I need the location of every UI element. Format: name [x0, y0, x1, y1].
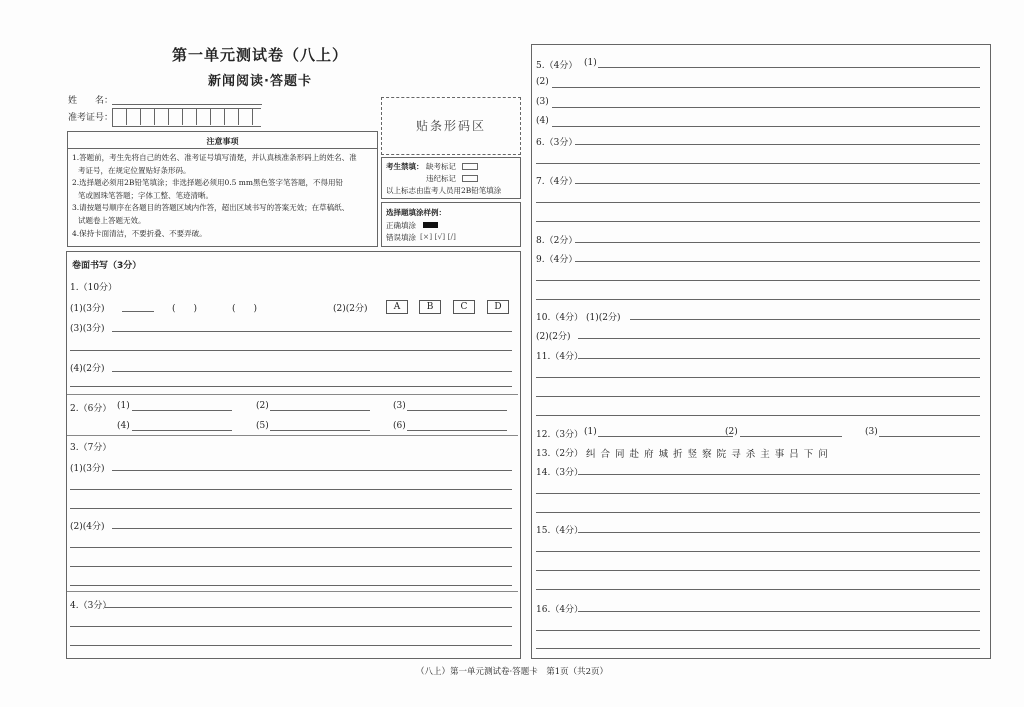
answer-line[interactable] [70, 566, 512, 567]
q5-sub: (2) [536, 77, 549, 87]
notes-item: 3.请按题号顺序在各题目的答题区域内作答，超出区域书写的答案无效；在草稿纸、 [72, 203, 350, 213]
answer-line[interactable] [536, 280, 980, 281]
q11-label: 11.（4分） [536, 352, 584, 362]
q6-label: 6.（3分） [536, 138, 578, 148]
answer-line[interactable] [536, 221, 980, 222]
answer-line[interactable] [70, 547, 512, 548]
q12-blank[interactable] [879, 436, 980, 437]
answer-line[interactable] [536, 589, 980, 590]
absent-mark[interactable] [462, 163, 478, 170]
q12-blank[interactable] [740, 436, 842, 437]
answer-line[interactable] [536, 570, 980, 571]
q1-paren2: ( ) [232, 304, 258, 314]
q4-label: 4.（3分） [70, 601, 112, 611]
q1-label: 1.（10分） [70, 283, 118, 293]
answer-line[interactable] [536, 202, 980, 203]
q3-label: 3.（7分） [70, 443, 112, 453]
name-field[interactable] [112, 104, 262, 105]
answer-line[interactable] [578, 474, 980, 475]
forbidden-box [381, 157, 521, 199]
notes-box [67, 131, 378, 247]
q10-sub2: (2)(2分) [536, 332, 571, 342]
answer-line[interactable] [112, 470, 512, 471]
q14-label: 14.（3分） [536, 468, 584, 478]
answer-line[interactable] [536, 163, 980, 164]
q12-blank[interactable] [598, 436, 733, 437]
option-b[interactable]: B [419, 300, 441, 314]
notes-item: 4.保持卡面清洁，不要折叠、不要弄破。 [72, 228, 207, 238]
option-d[interactable]: D [487, 300, 509, 314]
answer-line[interactable] [630, 319, 980, 320]
q3-sub1: (1)(3分) [70, 464, 105, 474]
q2-blank[interactable] [407, 410, 507, 411]
q2-blank-label: (5) [256, 421, 269, 431]
q1-blank[interactable] [122, 311, 154, 312]
correct-fill-sample [423, 222, 438, 228]
section-handwriting: 卷面书写（3分） [72, 261, 142, 271]
answer-line[interactable] [575, 261, 980, 262]
q12-blank-label: (3) [865, 427, 878, 437]
answer-line[interactable] [70, 350, 512, 351]
forbidden-note: 以上标志由监考人员用2B铅笔填涂 [386, 186, 502, 195]
q9-label: 9.（4分） [536, 255, 578, 265]
q13-chars: 纠 合 同 赴 府 城 折 竖 察 院 寻 杀 主 事 吕 下 问 [586, 449, 829, 460]
answer-line[interactable] [112, 528, 512, 529]
wrong-label: 错误填涂 [386, 233, 416, 242]
answer-line[interactable] [575, 144, 980, 145]
answer-line[interactable] [575, 183, 980, 184]
q12-blank-label: (1) [584, 427, 597, 437]
answer-line[interactable] [105, 607, 512, 608]
violation-label: 违纪标记 [426, 174, 456, 183]
notes-item: 考证号，在规定位置贴好条形码。 [78, 165, 191, 175]
divider [67, 591, 518, 592]
page-subtitle: 新闻阅读·答题卡 [208, 74, 312, 89]
absent-label: 缺考标记 [426, 162, 456, 171]
option-a[interactable]: A [386, 300, 408, 314]
answer-line[interactable] [578, 338, 980, 339]
q5-sub: (3) [536, 97, 549, 107]
answer-line[interactable] [70, 585, 512, 586]
q1-paren1: ( ) [172, 304, 198, 314]
q2-blank-label: (6) [393, 421, 406, 431]
sample-box [381, 202, 521, 247]
answer-line[interactable] [536, 551, 980, 552]
answer-line[interactable] [598, 67, 980, 68]
answer-line[interactable] [112, 331, 512, 332]
q1-sub3: (3)(3分) [70, 324, 105, 334]
q1-sub1: (1)(3分) [70, 304, 105, 314]
q10-sub1: (1)(2分) [586, 313, 621, 323]
answer-line[interactable] [536, 396, 980, 397]
answer-line[interactable] [70, 489, 512, 490]
correct-label: 正确填涂 [386, 221, 416, 230]
answer-line[interactable] [536, 630, 980, 631]
answer-line[interactable] [536, 512, 980, 513]
q2-label: 2.（6分） [70, 404, 112, 414]
divider [67, 394, 518, 395]
q2-blank-label: (1) [117, 401, 130, 411]
barcode-label: 贴条形码区 [415, 119, 486, 133]
name-label: 姓 名： [68, 96, 114, 106]
forbidden-title: 考生禁填： [386, 162, 424, 171]
answer-line[interactable] [536, 648, 980, 649]
q1-sub2: (2)(2分) [333, 304, 368, 314]
q5-label: 5.（4分） [536, 61, 578, 71]
q5-sub: (1) [584, 58, 597, 68]
q13-label: 13.（2分） [536, 449, 584, 459]
q7-label: 7.（4分） [536, 177, 578, 187]
q2-blank[interactable] [407, 430, 507, 431]
answer-line[interactable] [70, 626, 512, 627]
answer-line[interactable] [112, 371, 512, 372]
q2-blank[interactable] [132, 410, 232, 411]
answer-line[interactable] [536, 415, 980, 416]
answer-line[interactable] [578, 358, 980, 359]
q12-blank-label: (2) [725, 427, 738, 437]
q2-blank[interactable] [270, 410, 370, 411]
page-footer: （八上）第一单元测试卷·答题卡 第1页（共2页） [415, 667, 609, 677]
q2-blank-label: (2) [256, 401, 269, 411]
option-c[interactable]: C [453, 300, 475, 314]
q2-blank-label: (4) [117, 421, 130, 431]
answer-line[interactable] [578, 532, 980, 533]
q2-blank-label: (3) [393, 401, 406, 411]
wrong-marks: [×] [√] [/] [420, 232, 456, 241]
answer-line[interactable] [552, 126, 980, 127]
notes-item: 试题卷上答题无效。 [78, 215, 146, 225]
q8-label: 8.（2分） [536, 236, 578, 246]
q16-label: 16.（4分） [536, 605, 584, 615]
id-label: 准考证号： [68, 113, 114, 123]
answer-line[interactable] [552, 107, 980, 108]
q10-label: 10.（4分） [536, 313, 584, 323]
q3-sub2: (2)(4分) [70, 522, 105, 532]
answer-line[interactable] [575, 242, 980, 243]
q15-label: 15.（4分） [536, 526, 584, 536]
q1-sub4: (4)(2分) [70, 364, 105, 374]
answer-line[interactable] [536, 299, 980, 300]
answer-line[interactable] [552, 87, 980, 88]
notes-item: 笔或圆珠笔答题；字体工整、笔迹清晰。 [78, 190, 213, 200]
sample-title: 选择题填涂样例： [386, 208, 446, 217]
answer-line[interactable] [578, 611, 980, 612]
divider [67, 435, 518, 436]
answer-line[interactable] [70, 645, 512, 646]
q2-blank[interactable] [270, 430, 370, 431]
right-answer-area [531, 44, 991, 659]
violation-mark[interactable] [462, 175, 478, 182]
page-title: 第一单元测试卷（八上） [171, 46, 348, 64]
answer-line[interactable] [70, 508, 512, 509]
q12-label: 12.（3分） [536, 430, 584, 440]
id-grid[interactable] [112, 108, 261, 127]
answer-line[interactable] [70, 386, 512, 387]
notes-title: 注意事项 [68, 132, 377, 149]
answer-line[interactable] [536, 493, 980, 494]
answer-line[interactable] [536, 377, 980, 378]
q2-blank[interactable] [132, 430, 232, 431]
barcode-area [381, 97, 521, 155]
q5-sub: (4) [536, 116, 549, 126]
notes-item: 1.答题前，考生先将自己的姓名、准考证号填写清楚，并认真核准条形码上的姓名、准 [72, 153, 357, 162]
notes-item: 2.选择题必须用2B铅笔填涂；非选择题必须用0.5 mm黑色签字笔答题，不得用铅 [72, 178, 343, 188]
